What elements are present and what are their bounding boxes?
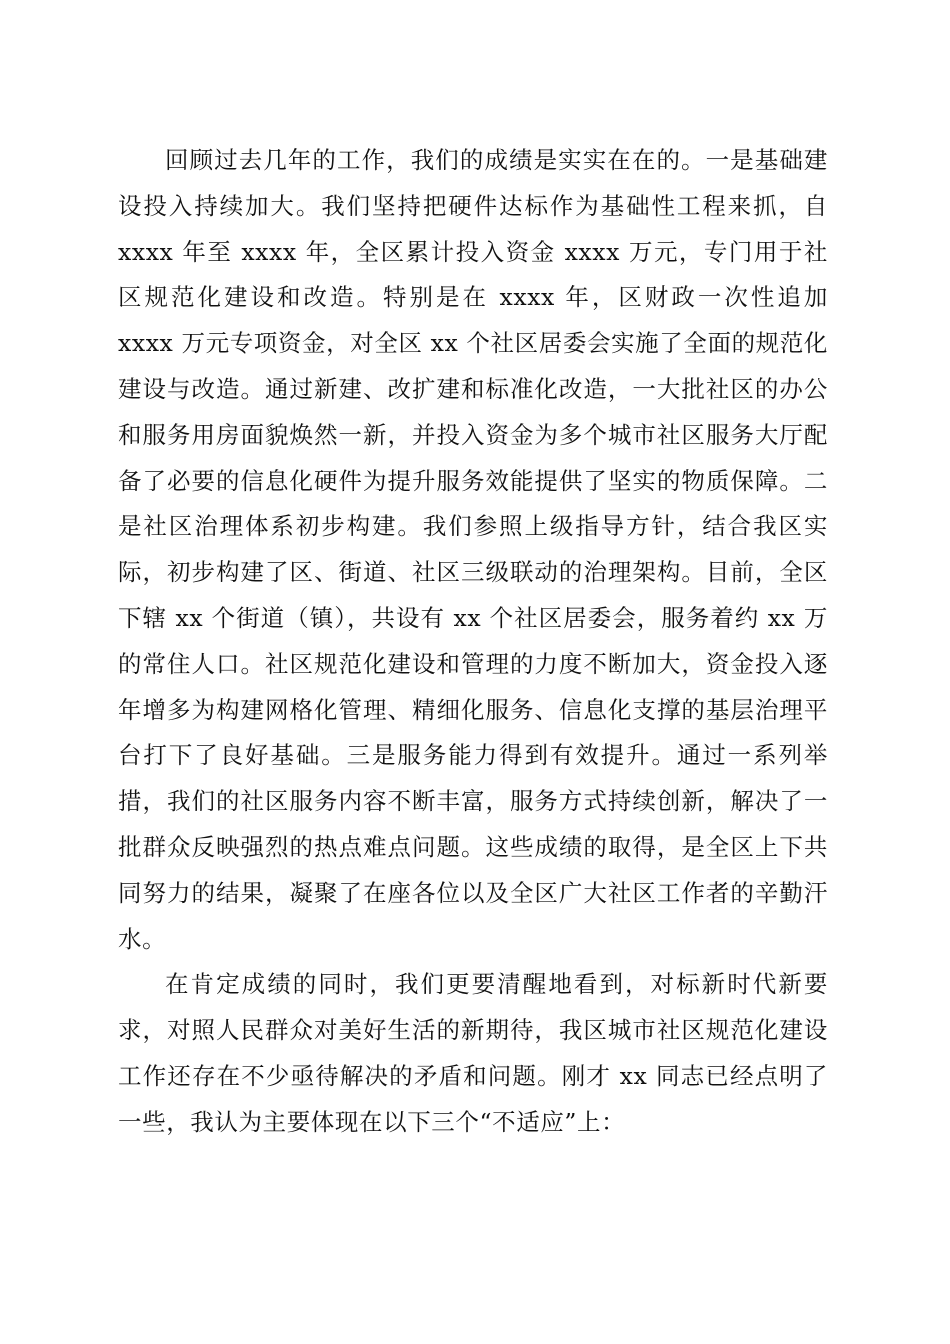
document-body: [118, 138, 828, 1146]
paragraph-achievements: 回顾过去几年的工作，我们的成绩是实实在在的。一是基础建设投入持续加大。我们坚持把硬件达标作为基础性工程来抓，自 xxxx 年至 xxxx 年，全区累计投入资金 xxxx 万元，专门用于社区规范化建设和改造。特别是在 xxxx 年，区财政一次性追加 xxxx 万元专项资金，对全区 xx 个社区居委会实施了全面的规范化建设与改造。通过新建、改扩建和标准化改造，一大批社区的办公和服务用房面貌焕然一新，并投入资金为多个城市社区服务大厅配备了必要的信息化硬件为提升服务效能提供了坚实的物质保障。二是社区治理体系初步构建。我们参照上级指导方针，结合我区实际，初步构建了区、街道、社区三级联动的治理架构。目前，全区下辖 xx 个街道（镇），共设有 xx 个社区居委会，服务着约 xx 万的常住人口。社区规范化建设和管理的力度不断加大，资金投入逐年增多为构建网格化管理、精细化服务、信息化支撑的基层治理平台打下了良好基础。三是服务能力得到有效提升。通过一系列举措，我们的社区服务内容不断丰富，服务方式持续创新，解决了一批群众反映强烈的热点难点问题。这些成绩的取得，是全区上下共同努力的结果，凝聚了在座各位以及全区广大社区工作者的辛勤汗水。: [118, 146, 828, 953]
paragraph-problems: 在肯定成绩的同时，我们更要清醒地看到，对标新时代新要求，对照人民群众对美好生活的新期待，我区城市社区规范化建设工作还存在不少亟待解决的矛盾和问题。刚才 xx 同志已经点明了一些，我认为主要体现在以下三个“不适应”上：: [118, 970, 828, 1136]
